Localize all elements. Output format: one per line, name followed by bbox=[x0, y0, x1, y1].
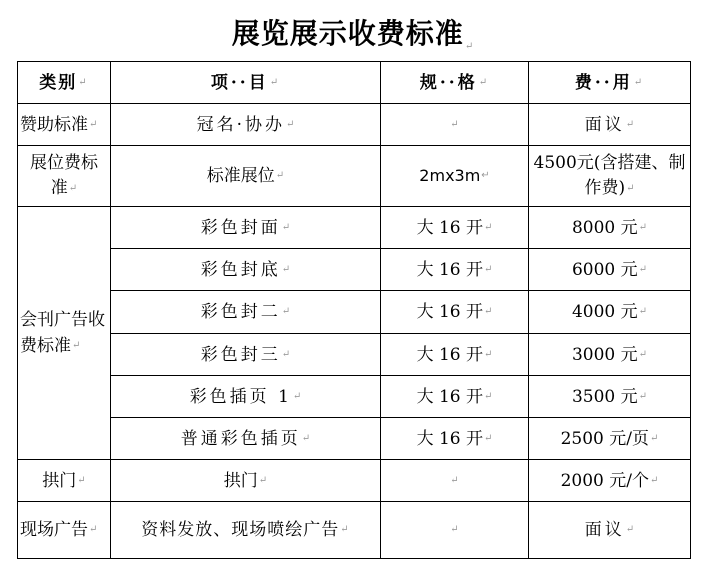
header-category: 类别↵ bbox=[18, 62, 111, 104]
category-cell: 现场广告↵ bbox=[18, 502, 111, 559]
fee-cell: 面议↵ bbox=[529, 502, 691, 559]
category-cell: 拱门↵ bbox=[18, 460, 111, 502]
table-row bbox=[18, 460, 691, 502]
item-cell: 标准展位↵ bbox=[111, 146, 381, 207]
spec-cell: ↵ bbox=[381, 104, 529, 146]
item-cell: 普通彩色插页↵ bbox=[111, 418, 381, 460]
spec-cell: 大 16 开↵ bbox=[381, 376, 529, 418]
fee-cell: 2500 元/页↵ bbox=[529, 418, 691, 460]
spec-cell: ↵ bbox=[381, 502, 529, 559]
item-cell: 资料发放、现场喷绘广告↵ bbox=[111, 502, 381, 559]
spec-cell: 大 16 开↵ bbox=[381, 249, 529, 291]
item-cell: 彩色插页 1↵ bbox=[111, 376, 381, 418]
fee-cell: 3000 元↵ bbox=[529, 334, 691, 376]
item-cell: 彩色封二↵ bbox=[111, 291, 381, 334]
fee-cell: 8000 元↵ bbox=[529, 207, 691, 249]
table-row bbox=[18, 502, 691, 559]
fee-cell: 2000 元/个↵ bbox=[529, 460, 691, 502]
category-cell: 赞助标准↵ bbox=[18, 104, 111, 146]
table-row bbox=[18, 249, 691, 291]
item-cell: 彩色封三↵ bbox=[111, 334, 381, 376]
header-fee: 费··用↵ bbox=[529, 62, 691, 104]
table-row bbox=[18, 146, 691, 207]
spec-cell: 大 16 开↵ bbox=[381, 418, 529, 460]
item-cell: 拱门↵ bbox=[111, 460, 381, 502]
header-item: 项··目↵ bbox=[111, 62, 381, 104]
category-cell: 展位费标准↵ bbox=[18, 146, 111, 207]
item-cell: 冠名·协办↵ bbox=[111, 104, 381, 146]
item-cell: 彩色封面↵ bbox=[111, 207, 381, 249]
spec-cell: ↵ bbox=[381, 460, 529, 502]
fee-cell: 4500元(含搭建、制作费)↵ bbox=[529, 146, 691, 207]
fee-cell: 3500 元↵ bbox=[529, 376, 691, 418]
item-cell: 彩色封底↵ bbox=[111, 249, 381, 291]
table-row bbox=[18, 376, 691, 418]
spec-cell: 大 16 开↵ bbox=[381, 291, 529, 334]
fee-table bbox=[17, 61, 691, 559]
header-spec: 规··格↵ bbox=[381, 62, 529, 104]
table-row bbox=[18, 291, 691, 334]
table-row bbox=[18, 104, 691, 146]
table-row bbox=[18, 207, 691, 249]
fee-cell: 面议↵ bbox=[529, 104, 691, 146]
table-row bbox=[18, 334, 691, 376]
table-row bbox=[18, 418, 691, 460]
page-title: 展览展示收费标准↵ bbox=[231, 17, 475, 52]
category-cell: 会刊广告收费标准↵ bbox=[18, 207, 111, 460]
fee-cell: 6000 元↵ bbox=[529, 249, 691, 291]
spec-cell: 大 16 开↵ bbox=[381, 334, 529, 376]
spec-cell: 大 16 开↵ bbox=[381, 207, 529, 249]
spec-cell: 2mx3m↵ bbox=[381, 146, 529, 207]
fee-cell: 4000 元↵ bbox=[529, 291, 691, 334]
header-row bbox=[18, 62, 691, 104]
